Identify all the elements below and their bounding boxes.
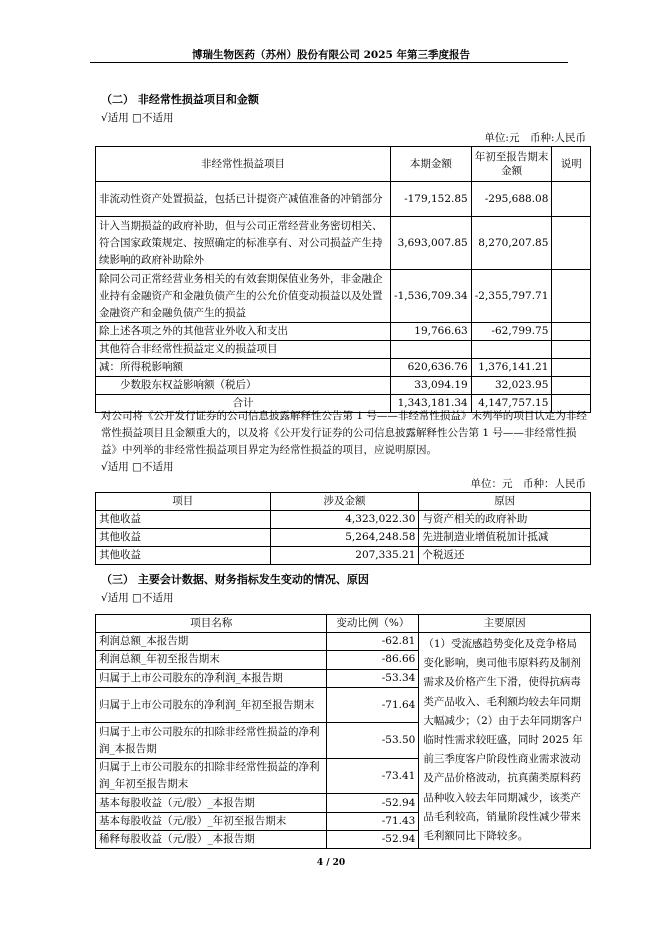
item-cell: 计入当期损益的政府补助，但与公司正常经营业务密切相关、符合国家政策规定、按照确定的标准享有、对公司损益产生持续影响的政府补助除外 (96, 217, 391, 270)
section-heading-changes: （三） 主要会计数据、财务指标发生变动的情况、原因 (101, 573, 369, 586)
current-amount: -1,536,709.34 (391, 270, 472, 323)
note-cell (552, 341, 591, 359)
table-row (96, 511, 591, 529)
ytd-amount: -295,688.08 (471, 182, 552, 217)
ytd-amount: 32,023.95 (471, 377, 552, 395)
col-header-item: 项目名称 (96, 615, 327, 633)
item-cell: 其他收益 (96, 511, 271, 529)
changes-table (95, 614, 591, 849)
item-cell: 其他收益 (96, 529, 271, 547)
col-header-ratio: 变动比例（%） (327, 615, 419, 633)
reason-cell: 先进制造业增值税加计抵减 (419, 529, 591, 547)
explanation-paragraph: 对公司将《公开发行证券的公司信息披露解释性公告第 1 号——非经常性损益》未列举的项目认定为非经常性损益项目且金额重大的，以及将《公开发行证券的公司信息披露解释性公告第 1 号——非经常性损益》中列举的非经常性损益项目界定为经常性损益的项目，应说明原因。 (101, 410, 587, 456)
table-row (96, 217, 591, 270)
col-header-amount: 涉及金额 (270, 493, 419, 511)
ytd-amount: -62,799.75 (471, 323, 552, 341)
col-header-current: 本期金额 (391, 147, 472, 182)
amount-cell: 5,264,248.58 (270, 529, 419, 547)
current-amount: 19,766.63 (391, 323, 472, 341)
reason-cell: 与资产相关的政府补助 (419, 511, 591, 529)
table-row (96, 529, 591, 547)
ytd-amount (471, 341, 552, 359)
item-cell: 基本每股收益（元/股）_年初至报告期末 (96, 812, 327, 830)
amount-cell: 4,323,022.30 (270, 511, 419, 529)
item-cell: 非流动性资产处置损益，包括已计提资产减值准备的冲销部分 (96, 182, 391, 217)
unit-currency: 单位:元 币种:人民币 (484, 132, 586, 144)
ratio-cell: -62.81 (327, 633, 419, 651)
ratio-cell: -52.94 (327, 830, 419, 848)
col-header-ytd: 年初至报告期末金额 (471, 147, 552, 182)
item-cell: 少数股东权益影响额（税后） (96, 377, 391, 395)
col-header-item: 非经常性损益项目 (96, 147, 391, 182)
item-cell: 合计 (96, 395, 391, 413)
current-amount: 1,343,181.34 (391, 395, 472, 413)
table-row (96, 377, 591, 395)
current-amount: 620,636.76 (391, 359, 472, 377)
col-header-item: 项目 (96, 493, 271, 511)
ytd-amount: 1,376,141.21 (471, 359, 552, 377)
page-header: 博瑞生物医药（苏州）股份有限公司 2025 年第三季度报告 (191, 49, 471, 61)
note-cell (552, 182, 591, 217)
note-cell (552, 323, 591, 341)
ytd-amount: -2,355,797.71 (471, 270, 552, 323)
current-amount: 3,693,007.85 (391, 217, 472, 270)
table-row (96, 323, 591, 341)
ratio-cell: -86.66 (327, 651, 419, 669)
col-header-reason: 主要原因 (419, 615, 591, 633)
item-cell: 除同公司正常经营业务相关的有效套期保值业务外，非金融企业持有金融资产和金融负债产生的公允价值变动损益以及处置金融资产和金融负债产生的损益 (96, 270, 391, 323)
ratio-cell: -53.34 (327, 669, 419, 687)
applicable-checkbox-2: √适用 □不适用 (101, 461, 174, 473)
col-header-note: 说明 (552, 147, 591, 182)
ratio-cell: -71.64 (327, 687, 419, 723)
reason-cell: 个税返还 (419, 547, 591, 565)
header-rule (90, 62, 568, 63)
table-row (96, 341, 591, 359)
applicable-checkbox: √适用 □不适用 (101, 112, 174, 124)
page-number: 4 / 20 (316, 858, 346, 868)
item-cell: 其他收益 (96, 547, 271, 565)
table-row (96, 182, 591, 217)
unit-currency-2: 单位：元 币种：人民币 (470, 478, 586, 490)
note-cell (552, 270, 591, 323)
current-amount: 33,094.19 (391, 377, 472, 395)
item-cell: 减：所得税影响额 (96, 359, 391, 377)
item-cell: 利润总额_本报告期 (96, 633, 327, 651)
item-cell: 稀释每股收益（元/股）_本报告期 (96, 830, 327, 848)
current-amount: -179,152.85 (391, 182, 472, 217)
item-cell: 基本每股收益（元/股）_本报告期 (96, 794, 327, 812)
table-header-row (96, 147, 591, 182)
current-amount (391, 341, 472, 359)
main-reason-cell: （1）受流感趋势变化及竞争格局变化影响，奥司他韦原料药及制剂需求及价格产生下滑，使得抗病毒类产品收入、毛利额均较去年同期大幅减少；（2）由于去年同期客户临时性需求较旺盛，同时 2025 年前三季度客户阶段性商业需求波动及产品价格波动，抗真菌类原料药品种收入较去年同期减少，该类产品毛利较高，销量阶段性减少带来毛利额同比下降较多。 (419, 633, 591, 849)
table-row (96, 547, 591, 565)
item-cell: 归属于上市公司股东的净利润_本报告期 (96, 669, 327, 687)
table-row (96, 633, 591, 651)
table-header-row (96, 615, 591, 633)
item-cell: 归属于上市公司股东的扣除非经常性损益的净利润_本报告期 (96, 723, 327, 759)
item-cell: 其他符合非经常性损益定义的损益项目 (96, 341, 391, 359)
item-cell: 利润总额_年初至报告期末 (96, 651, 327, 669)
table-header-row (96, 493, 591, 511)
amount-cell: 207,335.21 (270, 547, 419, 565)
table-row (96, 270, 591, 323)
note-cell (552, 359, 591, 377)
col-header-reason: 原因 (419, 493, 591, 511)
item-cell: 除上述各项之外的其他营业外收入和支出 (96, 323, 391, 341)
other-income-table (95, 492, 591, 565)
ratio-cell: -71.43 (327, 812, 419, 830)
applicable-checkbox-3: √适用 □不适用 (101, 592, 174, 604)
item-cell: 归属于上市公司股东的净利润_年初至报告期末 (96, 687, 327, 723)
section-heading-nonrecurring: （二） 非经常性损益项目和金额 (101, 93, 259, 106)
note-cell (552, 377, 591, 395)
nonrecurring-table (95, 146, 591, 413)
ytd-amount: 4,147,757.15 (471, 395, 552, 413)
note-cell (552, 217, 591, 270)
ytd-amount: 8,270,207.85 (471, 217, 552, 270)
item-cell: 归属于上市公司股东的扣除非经常性损益的净利润_年初至报告期末 (96, 758, 327, 794)
ratio-cell: -52.94 (327, 794, 419, 812)
table-row (96, 359, 591, 377)
ratio-cell: -73.41 (327, 758, 419, 794)
ratio-cell: -53.50 (327, 723, 419, 759)
